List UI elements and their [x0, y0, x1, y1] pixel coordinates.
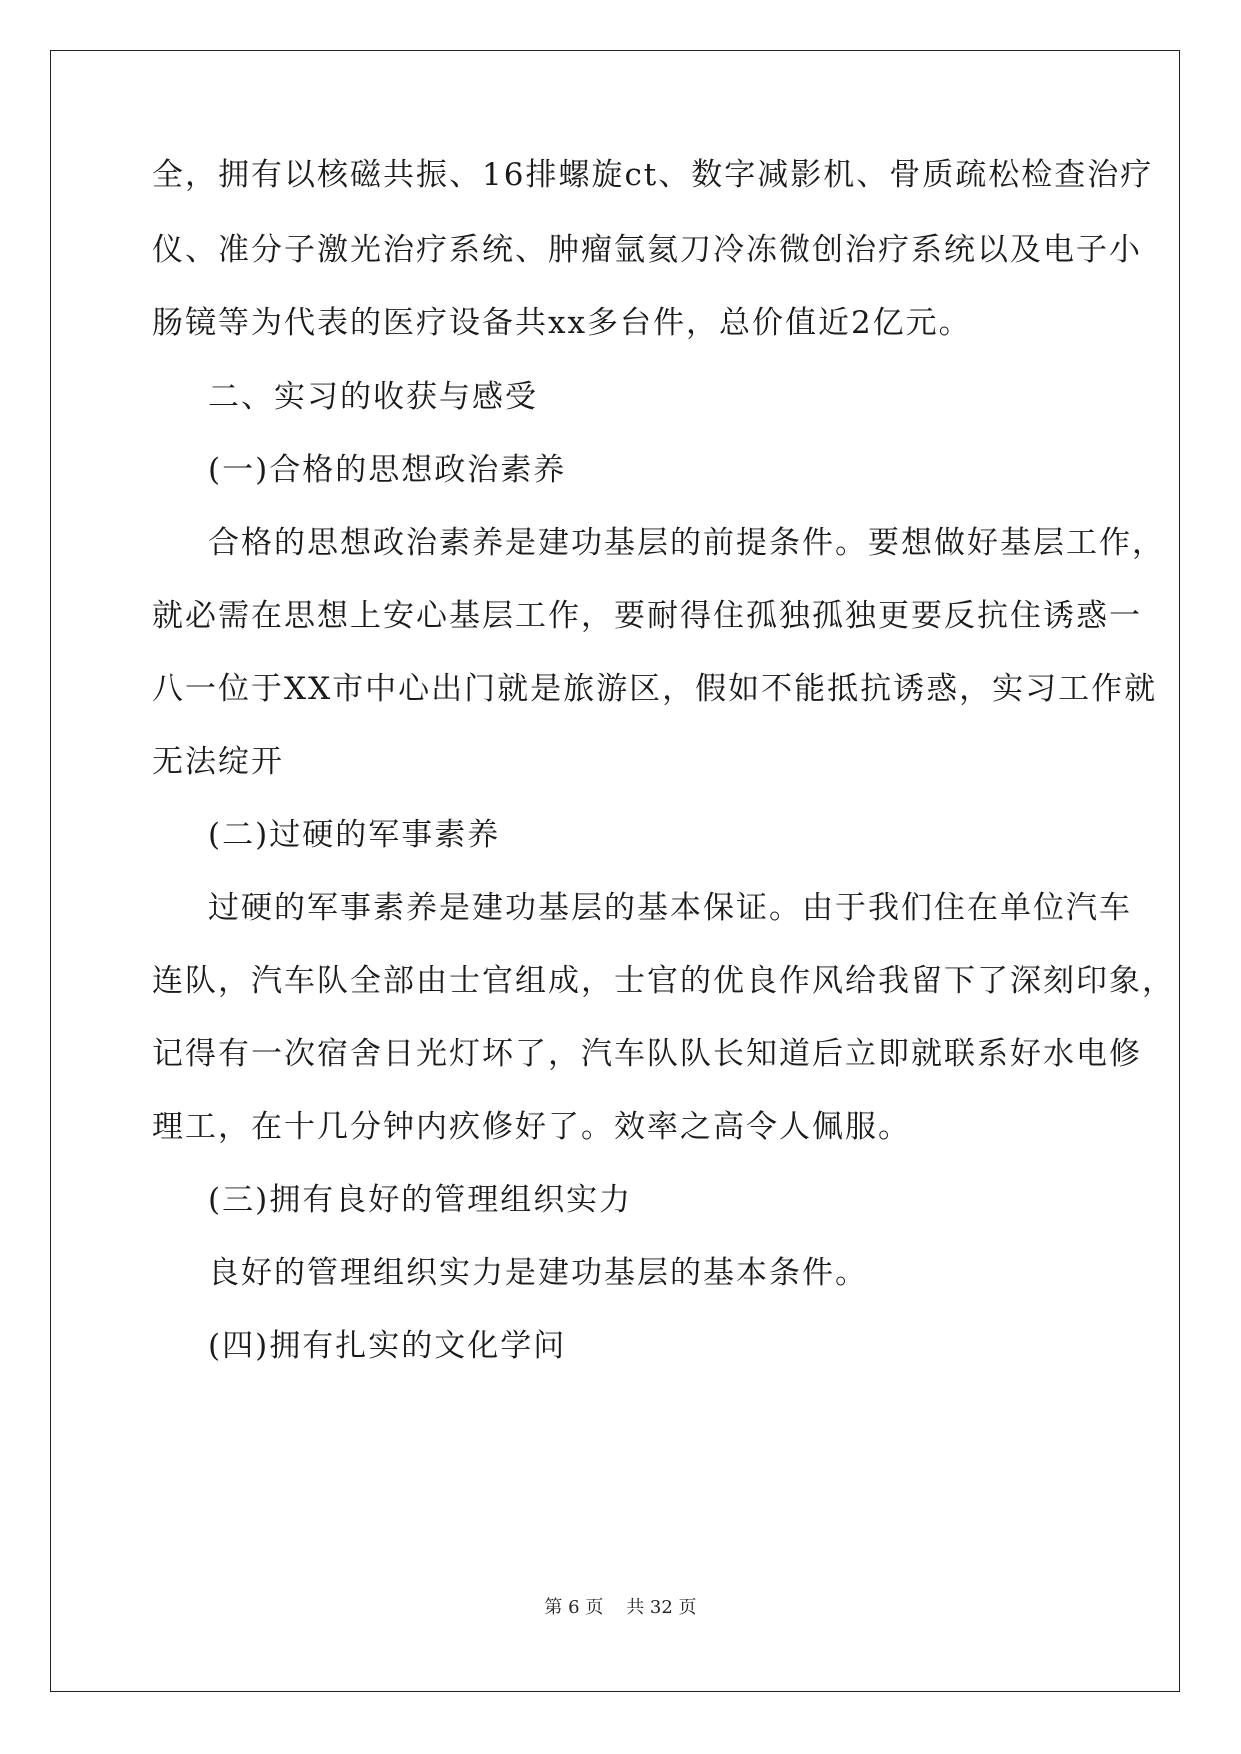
text-line: 记得有一次宿舍日光灯坏了，汽车队队长知道后立即就联系好水电修: [152, 1036, 1142, 1072]
subsection-heading: (一)合格的思想政治素养: [208, 452, 567, 488]
text-line: 肠镜等为代表的医疗设备共xx多台件，总价值近2亿元。: [152, 305, 972, 341]
page-number-footer: 第 6 页 共 32 页: [544, 1597, 697, 1618]
text-line: 理工，在十几分钟内疚修好了。效率之高令人佩服。: [152, 1109, 911, 1145]
text-line: 八一位于XX市中心出门就是旅游区，假如不能抵抗诱惑，实习工作就: [152, 671, 1158, 707]
paragraph-first-line: 良好的管理组织实力是建功基层的基本条件。: [208, 1255, 868, 1291]
subsection-heading: (二)过硬的军事素养: [208, 817, 501, 853]
paragraph-first-line: 合格的思想政治素养是建功基层的前提条件。要想做好基层工作，: [208, 525, 1165, 561]
subsection-heading: (三)拥有良好的管理组织实力: [208, 1182, 633, 1218]
page-border: [50, 50, 1180, 1692]
text-line: 无法绽开: [152, 744, 284, 780]
subsection-heading: (四)拥有扎实的文化学问: [208, 1328, 567, 1364]
text-line: 仪、准分子激光治疗系统、肿瘤氩氦刀冷冻微创治疗系统以及电子小: [152, 232, 1142, 268]
section-heading: 二、实习的收获与感受: [208, 379, 538, 415]
text-line: 就必需在思想上安心基层工作，要耐得住孤独孤独更要反抗住诱惑一: [152, 598, 1142, 634]
text-line: 连队，汽车队全部由士官组成，士官的优良作风给我留下了深刻印象，: [152, 963, 1175, 999]
paragraph-first-line: 过硬的军事素养是建功基层的基本保证。由于我们住在单位汽车: [208, 890, 1132, 926]
text-line: 全，拥有以核磁共振、16排螺旋ct、数字减影机、骨质疏松检查治疗: [152, 157, 1154, 193]
